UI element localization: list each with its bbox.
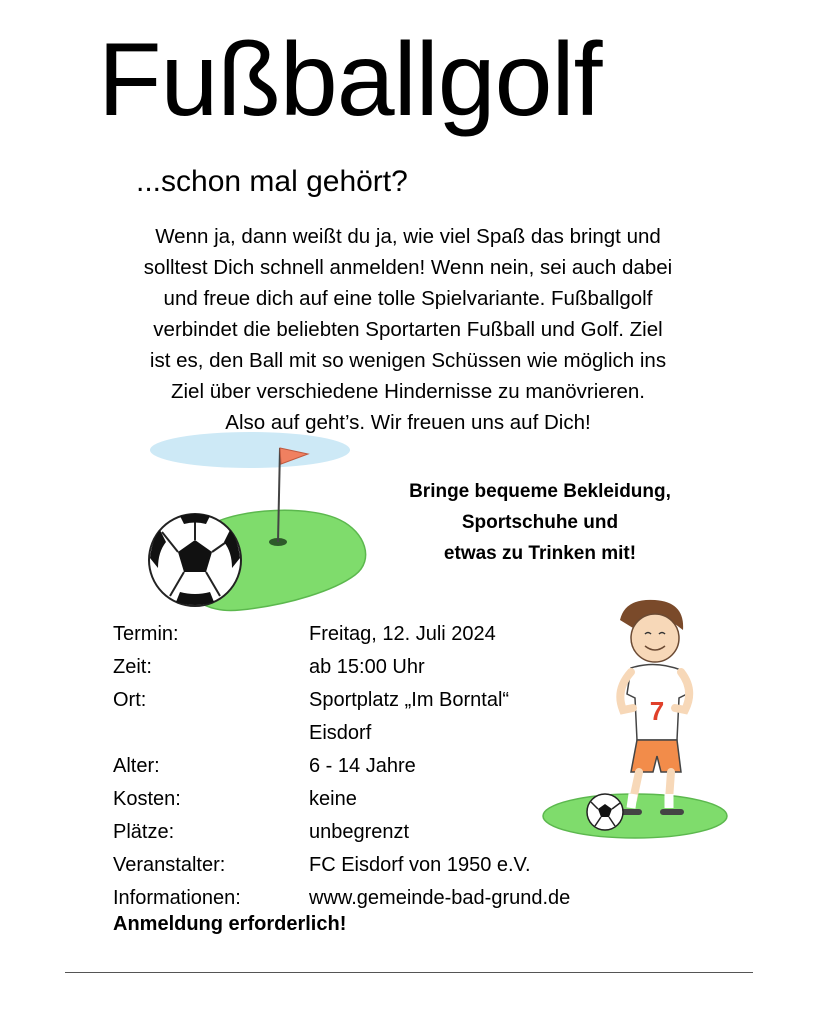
detail-label: Alter:	[113, 755, 160, 777]
detail-row-termin	[113, 618, 633, 651]
detail-row-kosten	[113, 783, 633, 816]
soccer-ball-icon	[149, 514, 241, 606]
detail-value: unbegrenzt	[309, 821, 410, 843]
intro-line: Ziel über verschiedene Hindernisse zu manövrieren.	[170, 380, 645, 403]
detail-label: Informationen:	[113, 887, 241, 909]
detail-label: Plätze:	[113, 821, 175, 843]
flyer-title: Fußballgolf	[98, 22, 602, 138]
intro-line: Wenn ja, dann weißt du ja, wie viel Spaß das bringt und	[155, 225, 661, 248]
bring-note	[360, 476, 720, 569]
detail-value: Sportplatz „Im Borntal“	[309, 689, 510, 711]
kid-shorts	[631, 740, 681, 772]
intro-line: verbindet die beliebten Sportarten Fußball und Golf. Ziel	[153, 318, 663, 341]
detail-value: 6 - 14 Jahre	[309, 755, 416, 777]
intro-line: und freue dich auf eine tolle Spielvariante. Fußballgolf	[163, 287, 653, 310]
detail-row-ort-continued	[113, 717, 633, 750]
detail-value: FC Eisdorf von 1950 e.V.	[309, 854, 531, 876]
detail-value: Eisdorf	[309, 722, 372, 744]
intro-line: solltest Dich schnell anmelden! Wenn nein, sei auch dabei	[143, 256, 673, 279]
detail-label: Termin:	[113, 623, 179, 645]
detail-label: Ort:	[113, 689, 147, 711]
bring-line: etwas zu Trinken mit!	[443, 543, 637, 564]
detail-row-alter	[113, 750, 633, 783]
detail-label: Veranstalter:	[113, 854, 226, 876]
detail-row-plaetze	[113, 816, 633, 849]
intro-paragraph	[98, 221, 718, 438]
kid-head	[631, 614, 679, 662]
jersey-number: 7	[649, 696, 665, 726]
event-details	[113, 618, 633, 915]
detail-value: keine	[309, 788, 357, 810]
detail-label: Zeit:	[113, 656, 152, 678]
bottom-divider	[65, 972, 753, 973]
intro-line: ist es, den Ball mit so wenigen Schüssen wie möglich ins	[149, 349, 667, 372]
detail-row-ort	[113, 684, 633, 717]
detail-value: ab 15:00 Uhr	[309, 656, 425, 678]
sky-cloud	[150, 432, 350, 468]
detail-row-informationen	[113, 882, 633, 915]
detail-label: Kosten:	[113, 788, 181, 810]
intro-line: Also auf geht’s. Wir freuen uns auf Dich!	[225, 411, 591, 434]
detail-row-veranstalter	[113, 849, 633, 882]
flyer-subtitle: ...schon mal gehört?	[136, 165, 408, 198]
bring-line: Bringe bequeme Bekleidung,	[409, 481, 671, 502]
registration-note: Anmeldung erforderlich!	[113, 913, 347, 935]
soccer-ball-golf-green-flag-icon	[140, 420, 370, 620]
detail-value: www.gemeinde-bad-grund.de	[309, 887, 571, 909]
detail-value: Freitag, 12. Juli 2024	[309, 623, 496, 645]
bring-line: Sportschuhe und	[461, 512, 619, 533]
detail-row-zeit	[113, 651, 633, 684]
